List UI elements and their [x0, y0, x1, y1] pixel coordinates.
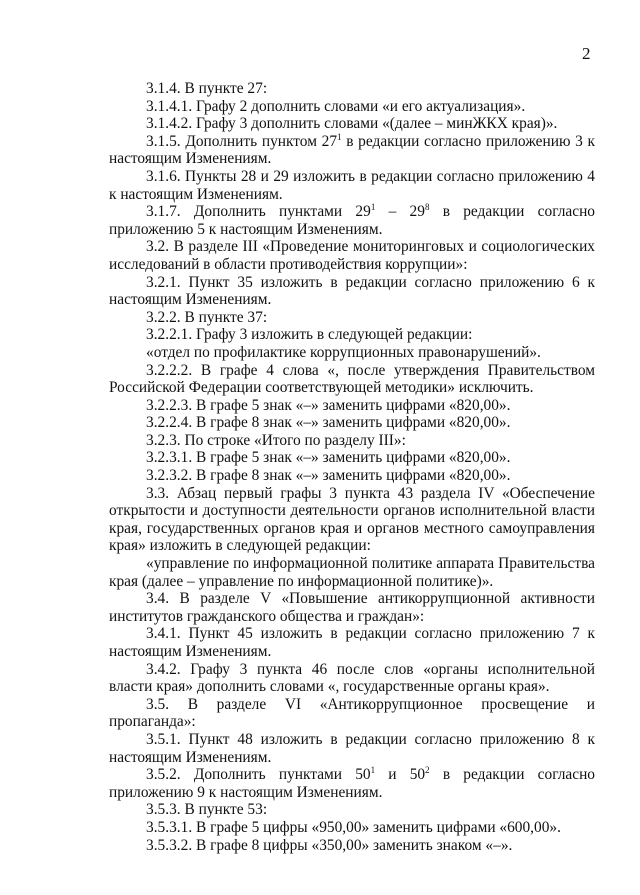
text-span: в редакции согласно приложению 3 к настоящим Изменениям.: [109, 132, 595, 168]
paragraph: 3.5. В разделе VI «Антикоррупционное просвещение и пропаганда»:: [109, 695, 595, 731]
paragraph: 3.5.3.2. В графе 8 цифры «350,00» заменить знаком «–».: [146, 836, 513, 854]
paragraph: 3.1.6. Пункты 28 и 29 изложить в редакции согласно приложению 4 к настоящим Изменениям.: [109, 167, 595, 203]
paragraph: 3.5.1. Пункт 48 изложить в редакции согласно приложению 8 к настоящим Изменениям.: [109, 730, 595, 766]
paragraph: 3.4.1. Пункт 45 изложить в редакции согласно приложению 7 к настоящим Изменениям.: [109, 625, 595, 660]
paragraph: 3.1.4.1. Графу 2 дополнить словами «и его актуализация».: [146, 97, 526, 115]
paragraph: 3.4.2. Графу 3 пункта 46 после слов «органы исполнительной власти края» дополнить словами «, государственные органы края».: [109, 660, 595, 696]
paragraph: 3.2.2.3. В графе 5 знак «–» заменить цифрами «820,00».: [146, 396, 511, 414]
text-span: и 50: [375, 766, 426, 784]
paragraph: 3.2.3.1. В графе 5 знак «–» заменить цифрами «820,00».: [146, 449, 511, 467]
superscript: 2: [425, 765, 430, 776]
paragraph: 3.1.4. В пункте 27:: [146, 80, 268, 97]
superscript: 8: [424, 202, 430, 213]
text-span: – 29: [375, 203, 425, 221]
paragraph: «отдел по профилактике коррупционных правонарушений».: [146, 343, 541, 361]
paragraph: 3.2.2.1. Графу 3 изложить в следующей редакции:: [146, 326, 473, 344]
text-span: 3.5.2. Дополнить пунктами 50: [146, 766, 371, 784]
paragraph: «управление по информационной политике аппарата Правительства края (далее – управление по информационной политике)».: [109, 555, 595, 590]
text-span: в редакции согласно приложению 9 к настоящим Изменениям.: [109, 766, 596, 801]
paragraph: 3.3. Абзац первый графы 3 пункта 43 раздела IV «Обеспечение открытости и доступности деятельности органов исполнительной власти края, государственных органов края и органов местного самоуправления края» изложить в следующей редакции:: [109, 484, 595, 555]
paragraph: 3.2.1. Пункт 35 изложить в редакции согласно приложению 6 к настоящим Изменениям.: [109, 273, 595, 309]
paragraph: 3.5.3.1. В графе 5 цифры «950,00» заменить цифрами «600,00».: [146, 818, 561, 836]
paragraph: 3.2.3. По строке «Итого по разделу III»:: [146, 431, 406, 449]
paragraph: 3.2.3.2. В графе 8 знак «–» заменить цифрами «820,00».: [146, 467, 511, 485]
paragraph: 3.2.2.4. В графе 8 знак «–» заменить цифрами «820,00».: [146, 414, 511, 432]
paragraph: [109, 766, 595, 801]
superscript: 1: [370, 765, 376, 776]
superscript: 1: [337, 131, 342, 142]
page-number: 2: [582, 44, 591, 63]
paragraph: [109, 133, 595, 168]
text-span: в редакции согласно приложению 5 к настоящим Изменениям.: [109, 203, 596, 238]
paragraph: 3.5.3. В пункте 53:: [146, 801, 268, 819]
paragraph: 3.4. В разделе V «Повышение антикоррупционной активности институтов гражданского общества и граждан»:: [109, 590, 595, 625]
document-body: [109, 80, 595, 854]
paragraph: 3.1.4.2. Графу 3 дополнить словами «(далее – минЖКХ края)».: [146, 115, 558, 133]
paragraph: [109, 203, 595, 238]
paragraph: 3.2.2. В пункте 37:: [146, 308, 268, 326]
paragraph: 3.2.2.2. В графе 4 слова «, после утверждения Правительством Российской Федерации соответствующей методики» исключить.: [109, 361, 595, 397]
paragraph: 3.2. В разделе III «Проведение мониторинговых и социологических исследований в области противодействия коррупции»:: [109, 238, 595, 273]
superscript: 1: [370, 202, 376, 213]
text-span: 3.1.7. Дополнить пунктами 29: [146, 203, 371, 221]
text-span: 3.1.5. Дополнить пунктом 27: [146, 132, 338, 150]
